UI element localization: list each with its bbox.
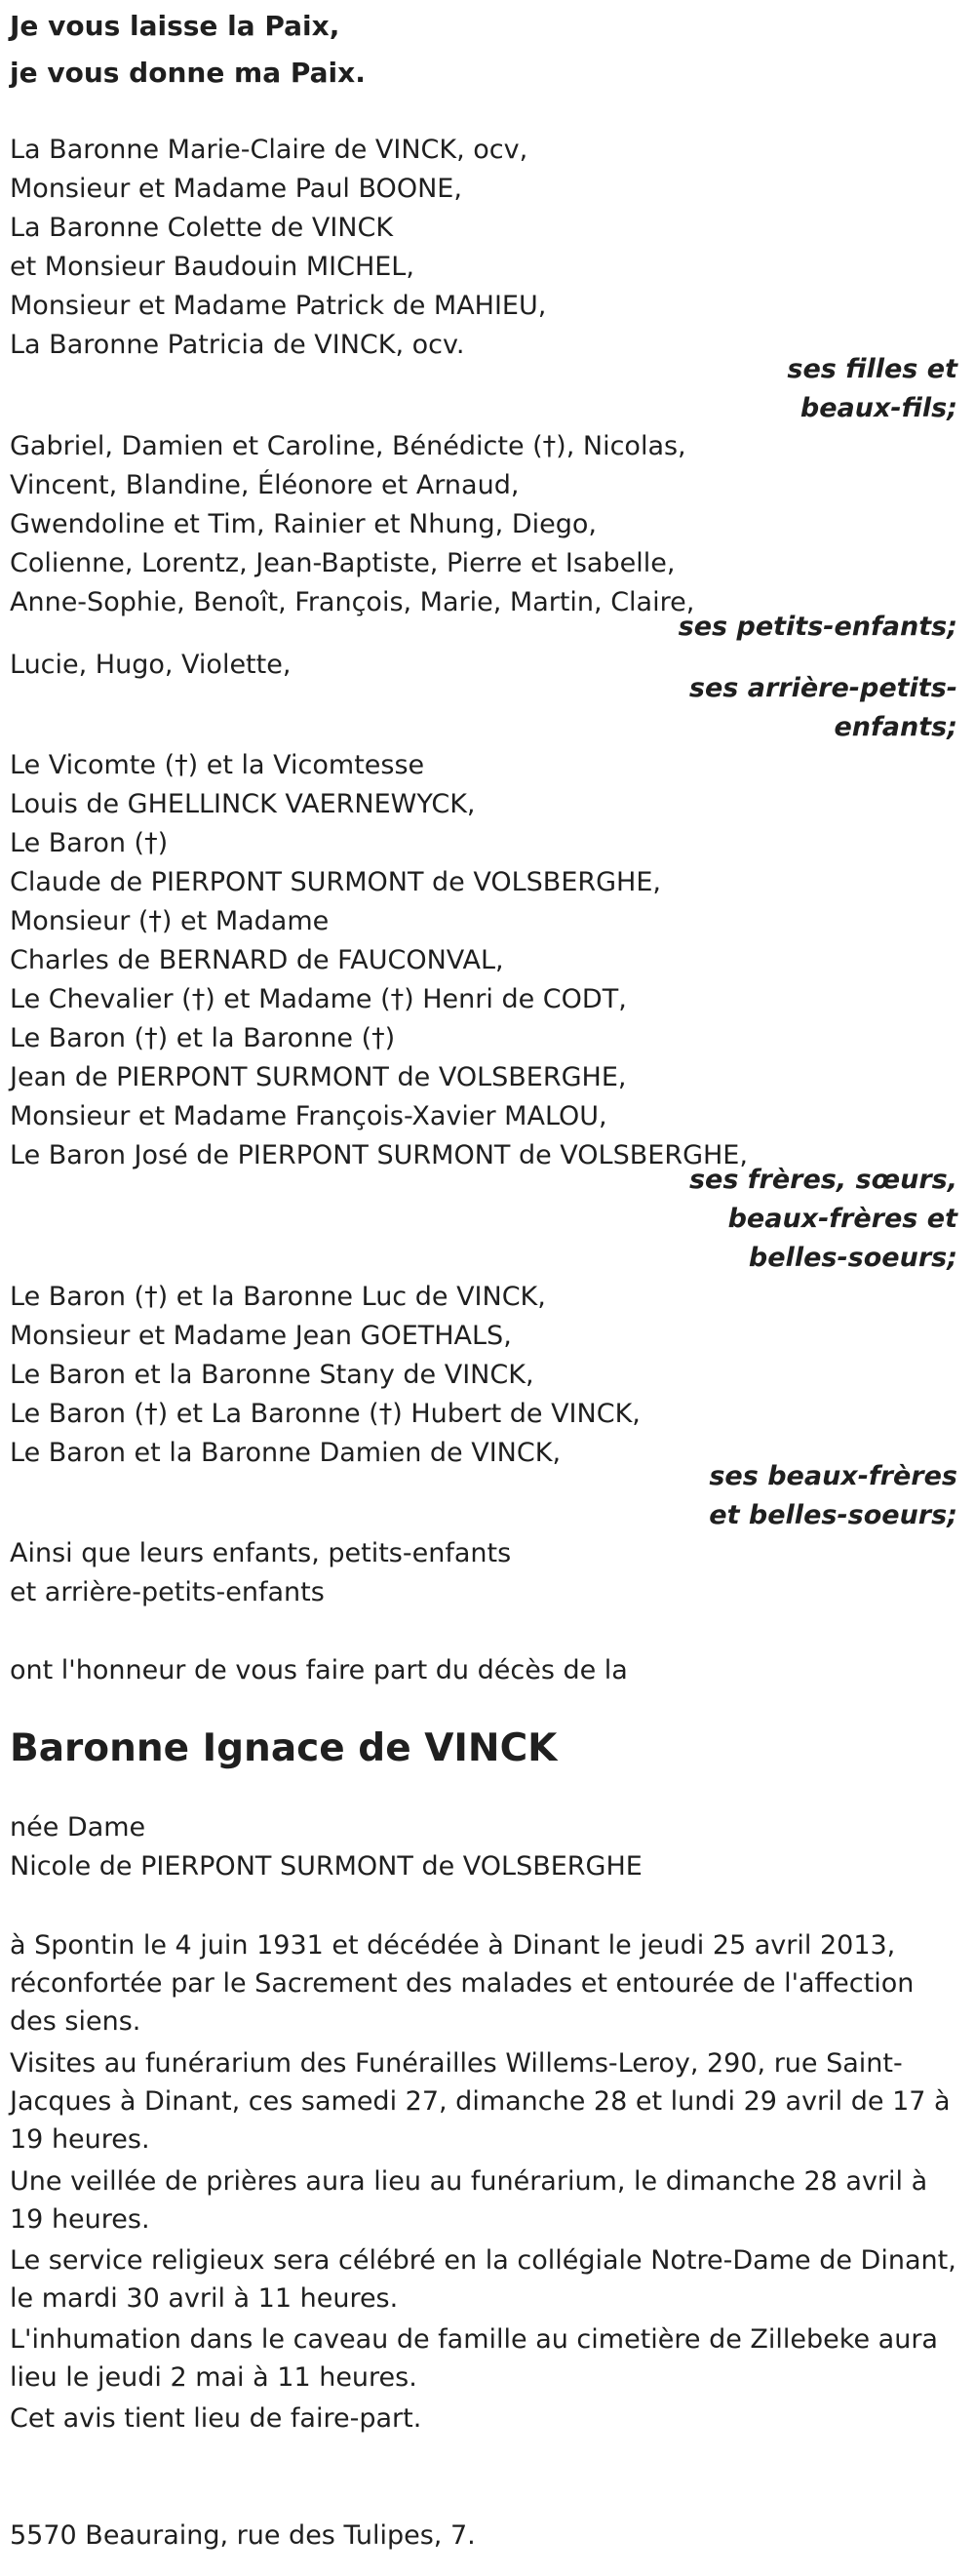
family-line: Jean de PIERPONT SURMONT de VOLSBERGHE, — [10, 1062, 627, 1092]
family-line: Monsieur et Madame Jean GOETHALS, — [10, 1321, 512, 1351]
announcement-text: ont l'honneur de vous faire part du décès de la — [10, 1655, 628, 1685]
relation-label: belles-soeurs; — [748, 1243, 957, 1273]
family-line: Louis de GHELLINCK VAERNEWYCK, — [10, 789, 476, 819]
family-line: Vincent, Blandine, Éléonore et Arnaud, — [10, 470, 520, 500]
detail-paragraph: Le service religieux sera célébré en la collégiale Notre-Dame de Dinant, le mardi 30 avril à 11 heures. — [10, 2245, 956, 2314]
family-line: Le Baron José de PIERPONT SURMONT de VOLSBERGHE, — [10, 1140, 748, 1170]
family-line: Colienne, Lorentz, Jean-Baptiste, Pierre et Isabelle, — [10, 548, 676, 578]
relation-label: beaux-fils; — [800, 393, 957, 423]
relation-label: beaux-frères et — [727, 1204, 957, 1234]
relation-label: ses filles et — [787, 354, 957, 384]
family-line: Le Baron et la Baronne Damien de VINCK, — [10, 1438, 562, 1468]
family-line: La Baronne Patricia de VINCK, ocv. — [10, 330, 465, 360]
family-line: La Baronne Marie-Claire de VINCK, ocv, — [10, 135, 528, 165]
relation-label: et belles-soeurs; — [709, 1500, 957, 1530]
relation-label: enfants; — [834, 712, 957, 742]
family-line: Le Chevalier (†) et Madame (†) Henri de CODT, — [10, 984, 627, 1014]
detail-paragraph: Cet avis tient lieu de faire-part. — [10, 2403, 422, 2434]
deceased-name: Baronne Ignace de VINCK — [10, 1726, 558, 1770]
family-line: Le Baron (†) et la Baronne (†) — [10, 1023, 396, 1053]
relation-label: ses beaux-frères — [709, 1461, 957, 1491]
family-line: Le Baron (†) — [10, 828, 169, 858]
descendants-line: et arrière-petits-enfants — [10, 1577, 325, 1607]
descendants-line: Ainsi que leurs enfants, petits-enfants — [10, 1538, 512, 1568]
header-line-1: Je vous laisse la Paix, — [10, 10, 340, 42]
detail-paragraph: Une veillée de prières aura lieu au funérarium, le dimanche 28 avril à 19 heures. — [10, 2166, 928, 2235]
detail-paragraph: L'inhumation dans le caveau de famille au cimetière de Zillebeke aura lieu le jeudi 2 mai à 11 heures. — [10, 2324, 938, 2393]
relation-label: ses frères, sœurs, — [688, 1165, 957, 1195]
family-line: Le Baron (†) et La Baronne (†) Hubert de VINCK, — [10, 1399, 641, 1429]
family-line: Gabriel, Damien et Caroline, Bénédicte (†), Nicolas, — [10, 431, 686, 461]
family-line: Le Vicomte (†) et la Vicomtesse — [10, 750, 425, 780]
relation-label: ses arrière-petits- — [688, 673, 957, 703]
family-line: Monsieur et Madame Patrick de MAHIEU, — [10, 291, 547, 321]
born-prefix: née Dame — [10, 1812, 146, 1843]
family-line: Monsieur et Madame François-Xavier MALOU, — [10, 1101, 607, 1131]
family-line: Claude de PIERPONT SURMONT de VOLSBERGHE, — [10, 867, 661, 897]
family-line: Le Baron et la Baronne Stany de VINCK, — [10, 1360, 534, 1390]
family-line: Charles de BERNARD de FAUCONVAL, — [10, 945, 504, 975]
family-line: Monsieur (†) et Madame — [10, 906, 330, 936]
birth-name: Nicole de PIERPONT SURMONT de VOLSBERGHE — [10, 1851, 643, 1882]
detail-paragraph: Visites au funérarium des Funérailles Willems-Leroy, 290, rue Saint-Jacques à Dinant, ces samedi 27, dimanche 28 et lundi 29 avril de 17 à 19 heures. — [10, 2048, 951, 2155]
detail-paragraph: à Spontin le 4 juin 1931 et décédée à Dinant le jeudi 25 avril 2013, réconfortée par le Sacrement des malades et entourée de l'affection des siens. — [10, 1930, 915, 2037]
family-line: et Monsieur Baudouin MICHEL, — [10, 252, 414, 282]
relation-label: ses petits-enfants; — [678, 612, 957, 642]
family-line: Gwendoline et Tim, Rainier et Nhung, Diego, — [10, 509, 597, 539]
family-line: Le Baron (†) et la Baronne Luc de VINCK, — [10, 1282, 546, 1312]
family-line: Lucie, Hugo, Violette, — [10, 650, 292, 680]
family-line: La Baronne Colette de VINCK — [10, 213, 394, 243]
header-line-2: je vous donne ma Paix. — [10, 57, 366, 89]
address: 5570 Beauraing, rue des Tulipes, 7. — [10, 2520, 476, 2551]
family-line: Monsieur et Madame Paul BOONE, — [10, 174, 462, 204]
family-line: Anne-Sophie, Benoît, François, Marie, Martin, Claire, — [10, 587, 695, 617]
